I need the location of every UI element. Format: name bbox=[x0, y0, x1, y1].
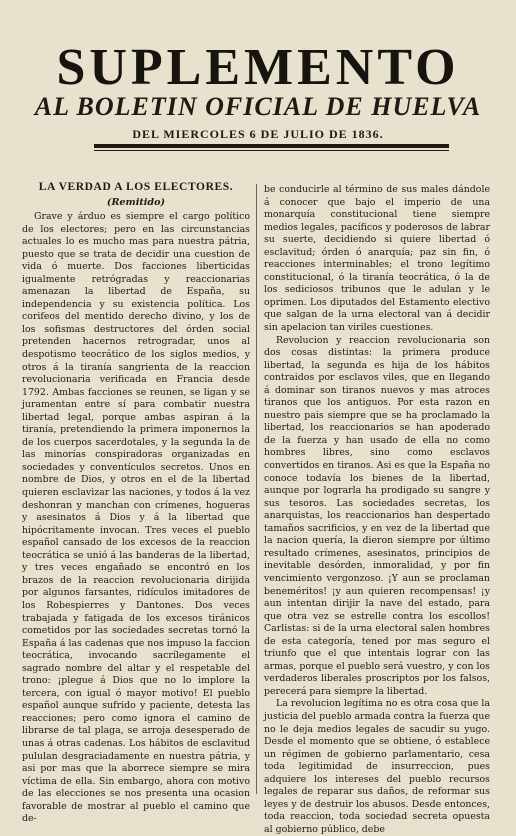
article-subhead: (Remitido) bbox=[106, 197, 166, 208]
article-title: LA VERDAD A LOS ELECTORES. bbox=[38, 181, 234, 193]
masthead-subtitle: AL BOLETIN OFICIAL DE HUELVA bbox=[34, 92, 482, 121]
right-column bbox=[264, 184, 490, 835]
right-paragraph-2: Revolucion y reaccion revolucionaria son dos cosas distintas: la primera produce libertad, la segunda es hija de los hábitos contraidos por esclavos viles, que en llegando á dominar son tiranos nuevos y mas atroces tiranos que los antiguos. Por esta razon en nuestro pais siempre que se ha proclamado la libertad, los reaccionarios se han apoderado de la fuerza y han usado de ella no como hombres libres, sino como esclavos convertidos en tiranos. Asi es que la España no conoce todavía los bienes de la libertad, aunque por lograrla ha prodigado su sangre y sus tesoros. Las sociedades secretas, los anarquistas, los reaccionarios han despertado tamaños sacrificios, y en vez de la libertad que la nacion quería, la dieron siempre por último resultado crímenes, asesinatos, principios de inevitable desórden, inmoralidad, y por fin vencimiento vergonzoso. ¡Y aun se proclaman beneméritos! ¡y aun quieren recompensas! ¡y aun intentan dirijir la nave del estado, para que otra vez se estrelle contra los escollos! Carlistas: si de la urna electoral salen hombres de esta categoría, tened por mas seguro el triunfo que el que intentais lograr con las armas, porque el pueblo será vuestro, y con los verdaderos liberales proscriptos por los falsos, perecerá para siempre la libertad. bbox=[264, 334, 490, 697]
masthead-date: DEL MIERCOLES 6 DE JULIO DE 1836. bbox=[132, 127, 384, 141]
masthead-rule-thick bbox=[94, 144, 449, 148]
masthead-rule-thin bbox=[94, 150, 449, 151]
masthead-title: SUPLEMENTO bbox=[56, 39, 460, 96]
left-paragraph-1: Grave y árduo es siempre el cargo político de los electores; pero en las circunstancias actuales lo es mucho mas para nuestra pátria, puesto que se trata de decidir una cuestion de vida ó muerte. Dos facciones liberticidas igualmente retrógradas y reaccionarias amenazan la libertad de España, su independencia y su existencia política. Los corifeos del mentido derecho divino, y los de los sofismas destructores del órden social pretenden hacernos retrogradar, unos al despotismo teocrático de los siglos medios, y otros á la tiranía sangrienta de la reaccion revolucionaria verificada en Francia desde 1792. Ambas facciones se reunen, se ligan y se juramentan entre sí para combatir nuestra libertad legal, porque ambas aspiran á la tiranía, pretendiendo la primera imponernos la de los cuerpos sacerdotales, y la segunda la de las minorías conspiradoras organizadas en sociedades y conventículos secretos. Unos en nombre de Dios, y otros en el de la libertad quieren esclavizar las naciones, y todos á la vez deshonran y manchan con crímenes, hogueras y asesinatos á Dios y á la libertad que hipócritamente invocan. Tres veces el pueblo español cansado de los excesos de la reaccion teocrática se unió á las banderas de la libertad, y tres veces engañado se encontró en los brazos de la reaccion revolucionaria dirijida por algunos farsantes, ridículos imitadores de los Robespierres y Dantones. Dos veces trabajada y fatigada de los excesos tiránicos cometidos por las sociedades secretas tornó la España á las cadenas que nos impuso la faccion teocrática, invocando sacrílegamente el sagrado nombre del altar y el respetable del trono: ¡plegue á Dios que no lo implore la tercera, con igual ó mayor motivo! El pueblo español aunque sufrido y paciente, detesta las reacciones; pero como ignora el camino de librarse de tal plaga, se arroja desesperado de unas á otras cadenas. Los hábitos de esclavitud pululan desgraciadamente en nuestra pátria, y asi por mas que la aborrece siempre se mira víctima de ella. Sin embargo, ahora con motivo de las elecciones se nos presenta una ocasion favorable de mostrar al pueblo el camino que de- bbox=[22, 211, 250, 825]
left-column bbox=[22, 180, 250, 825]
right-paragraph-1: be conducirle al término de sus males dándole á conocer que bajo el imperio de una monarquía constitucional tiene siempre medios legales, pacíficos y poderosos de labrar su suerte, decidiendo si quiere libertad ó esclavitud; órden ó anarquía; paz sin fin, ó reacciones interminables; el trono legítimo constitucional, ó la tiranía teocrática, ó la de los sediciosos tribunos que le adulan y le oprimen. Los diputados del Estamento electivo que salgan de la urna electoral van á decidir sin apelacion tan viriles cuestiones. bbox=[264, 184, 490, 334]
column-divider bbox=[256, 184, 257, 794]
right-paragraph-3: La revolucion legítima no es otra cosa que la justicia del pueblo armada contra la fuerza que no le deja medios legales de sacudir su yugo. Desde el momento que se obtiene, ó establece un régimen de gobierno parlamentario, cesa toda legitimidad de insurreccion, pues adquiere los intereses del pueblo recursos legales de reparar sus daños, de reformar sus leyes y de destruir los abusos. Desde entonces, toda reaccion, toda sociedad secreta opuesta al gobierno público, debe bbox=[264, 698, 490, 835]
